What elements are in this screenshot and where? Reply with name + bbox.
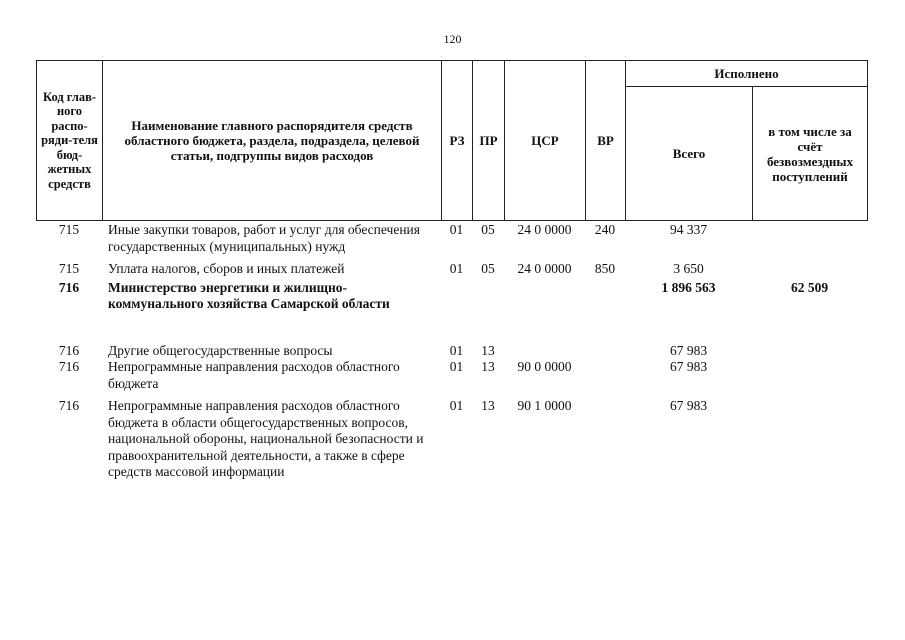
table-header [36,60,868,221]
cell-rz: 01 [449,222,464,237]
page-number: 120 [443,32,462,46]
table-row [36,222,867,255]
table-row [36,261,867,278]
cell-vr: 850 [594,261,616,276]
table-row [36,398,867,481]
cell-vr: 240 [594,222,616,237]
header-pr: ПР [473,61,505,221]
cell-pr: 13 [481,342,495,358]
cell-vr [585,343,625,360]
table-row [36,359,867,392]
cell-total: 67 983 [669,342,708,358]
cell-csr [504,280,585,313]
table-body [36,222,867,481]
cell-free [752,359,867,392]
cell-rz: 01 [449,398,464,413]
cell-total: 67 983 [669,398,708,413]
cell-free [752,343,867,360]
cell-free [752,222,867,255]
header-executed: Исполнено [626,61,868,87]
cell-csr: 90 0 0000 [517,359,572,374]
table-row [36,343,867,360]
cell-pr: 05 [481,261,495,276]
cell-csr [504,343,585,360]
cell-vr [585,398,625,481]
cell-total: 1 896 563 [661,279,716,295]
cell-code: 715 [58,261,80,276]
cell-name: Другие общегосударственные вопросы [108,342,333,358]
header-total: Всего [626,87,753,221]
header-free: в том числе за счёт безвозмездных поступлений [753,87,868,221]
cell-vr [585,280,625,313]
cell-rz: 01 [449,261,464,276]
cell-code: 716 [58,359,80,374]
cell-pr: 13 [481,398,495,413]
cell-free: 62 509 [790,279,829,295]
cell-free [752,261,867,278]
cell-rz [441,280,472,313]
cell-pr [472,280,504,313]
table-row [36,280,867,313]
cell-free [752,398,867,481]
cell-total: 67 983 [669,359,708,374]
cell-rz: 01 [449,342,464,358]
header-csr: ЦСР [505,61,586,221]
cell-code: 716 [58,398,80,413]
cell-pr: 05 [481,222,495,237]
header-vr: ВР [586,61,626,221]
cell-code: 716 [58,342,80,358]
cell-csr: 24 0 0000 [517,222,572,237]
cell-name: Непрограммные направления расходов областного бюджета в области общегосударственных вопросов, национальной обороны, национальной безопасности и правоохранительной деятельности, а также в сфере средств массовой информации [108,398,424,479]
cell-total: 3 650 [673,261,704,276]
cell-code: 715 [58,222,80,237]
header-rz: РЗ [442,61,473,221]
cell-csr: 24 0 0000 [517,261,572,276]
cell-vr [585,359,625,392]
header-name: Наименование главного распорядителя средств областного бюджета, раздела, подраздела, целевой статьи, подгруппы видов расходов [103,61,442,221]
cell-csr: 90 1 0000 [517,398,572,413]
cell-name: Уплата налогов, сборов и иных платежей [108,261,345,276]
cell-name: Непрограммные направления расходов областного бюджета [108,359,400,391]
header-code: Код глав-ного распо-ряди-теля бюд-жетных средств [37,61,103,221]
cell-name: Иные закупки товаров, работ и услуг для обеспечения государственных (муниципальных) нужд [108,222,420,254]
cell-total: 94 337 [669,222,708,237]
cell-name: Министерство энергетики и жилищно-коммунального хозяйства Самарской области [108,279,390,311]
cell-rz: 01 [449,359,464,374]
cell-code: 716 [58,279,80,295]
cell-pr: 13 [481,359,495,374]
